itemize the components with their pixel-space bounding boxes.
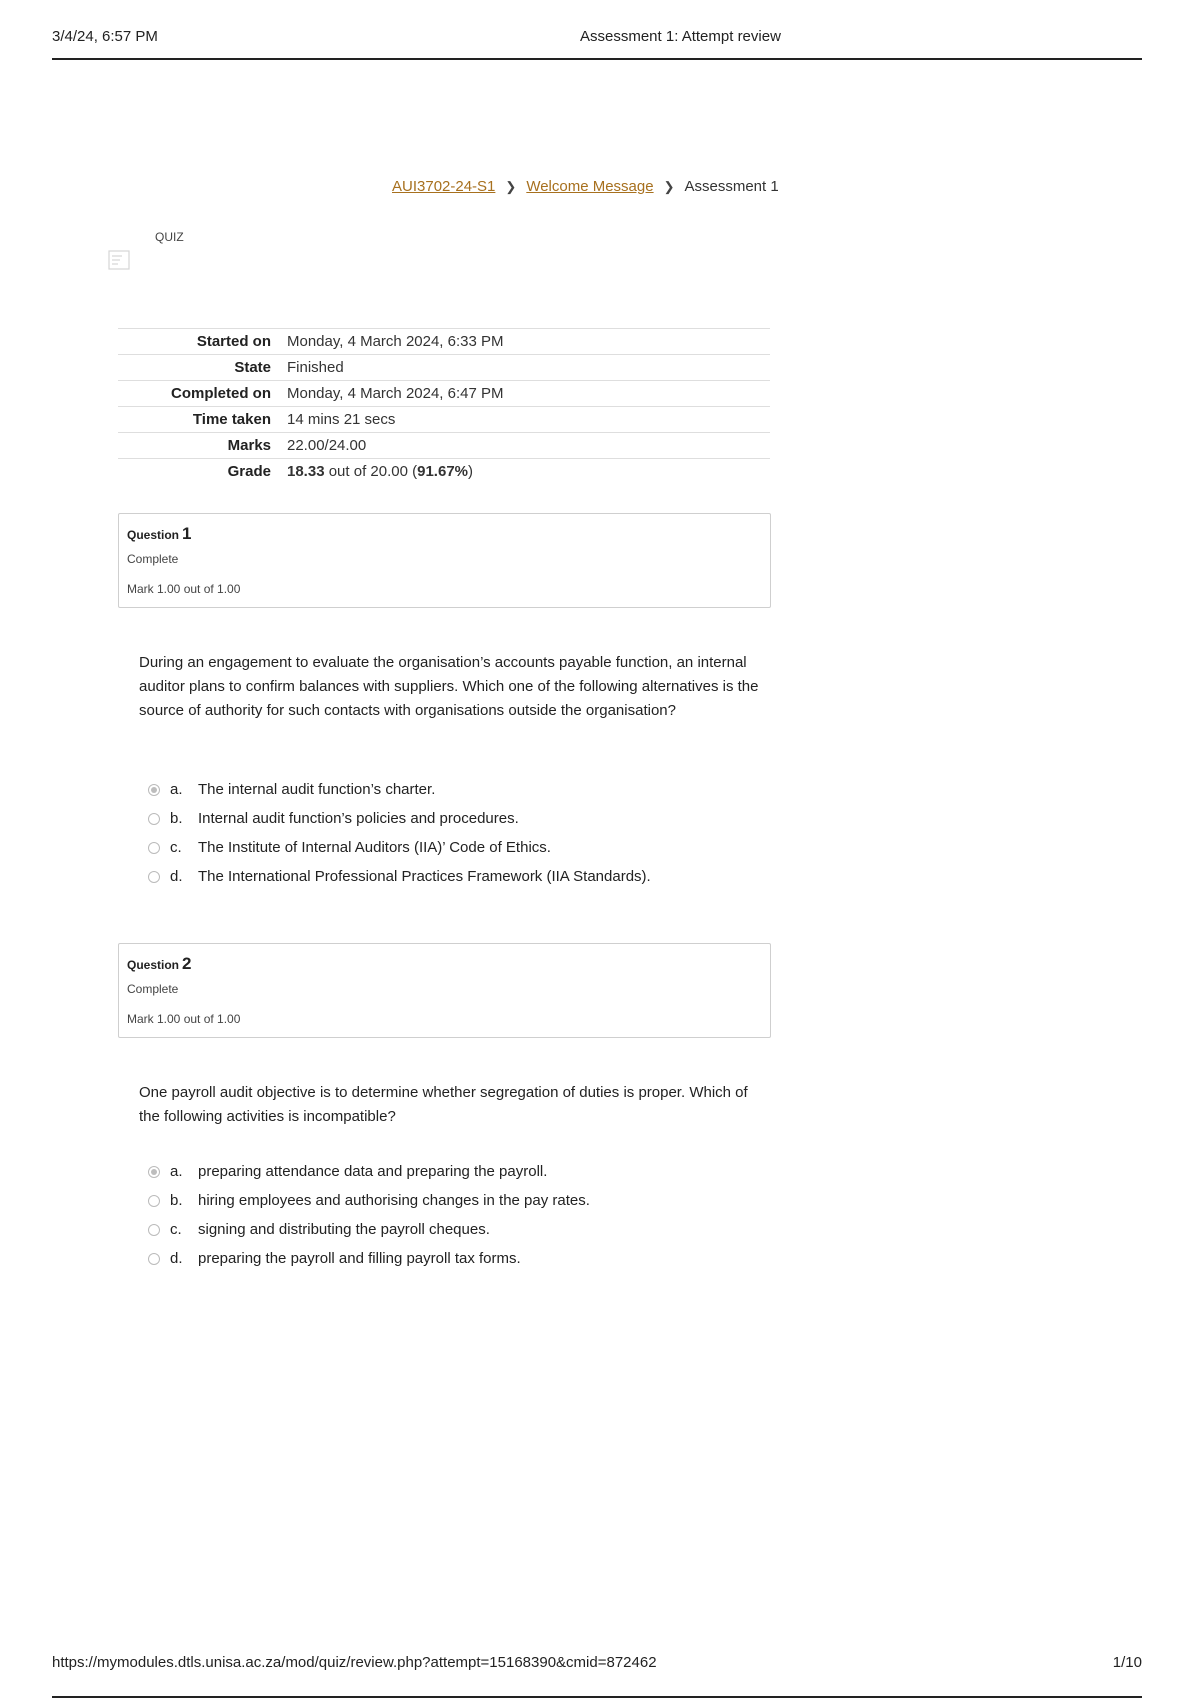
grade-score: 18.33: [287, 463, 325, 480]
breadcrumb-section-link[interactable]: Welcome Message: [526, 178, 654, 195]
answer-list: [148, 775, 651, 891]
answer-option[interactable]: [148, 1186, 590, 1215]
summary-label: Grade: [227, 463, 271, 480]
answer-option[interactable]: [148, 804, 651, 833]
summary-value: 14 mins 21 secs: [287, 411, 396, 428]
breadcrumb-current: Assessment 1: [684, 178, 779, 195]
answer-letter: c.: [170, 1221, 182, 1238]
summary-label: Time taken: [192, 411, 271, 428]
summary-row-state: [118, 355, 770, 381]
summary-value: Monday, 4 March 2024, 6:47 PM: [287, 385, 504, 402]
answer-text: signing and distributing the payroll cheques.: [198, 1221, 490, 1238]
answer-letter: d.: [170, 868, 183, 885]
attempt-summary-table: [118, 328, 770, 484]
answer-text: The Institute of Internal Auditors (IIA)’ Code of Ethics.: [198, 839, 551, 856]
activity-type-label: QUIZ: [155, 230, 184, 244]
page-number: 1/10: [1112, 1654, 1142, 1671]
question-number-value: 2: [182, 954, 192, 973]
answer-option[interactable]: [148, 833, 651, 862]
summary-row-marks: [118, 433, 770, 459]
answer-list: [148, 1157, 590, 1273]
summary-row-grade: [118, 459, 770, 485]
summary-row-completed: [118, 381, 770, 407]
radio-selected-icon[interactable]: [148, 784, 160, 796]
radio-icon[interactable]: [148, 1224, 160, 1236]
summary-label: Marks: [227, 437, 271, 454]
question-mark: Mark 1.00 out of 1.00: [127, 582, 241, 596]
question-text: One payroll audit objective is to determine whether segregation of duties is proper. Which of the following activities is incompatible?: [139, 1084, 748, 1125]
answer-text: The internal audit function’s charter.: [198, 781, 436, 798]
summary-value: 22.00/24.00: [287, 437, 367, 454]
answer-letter: a.: [170, 1163, 183, 1180]
answer-text: preparing attendance data and preparing the payroll.: [198, 1163, 548, 1180]
summary-row-started: [118, 329, 770, 355]
answer-option[interactable]: [148, 1157, 590, 1186]
question-prefix: Question: [127, 958, 180, 972]
question-state: Complete: [127, 982, 179, 996]
radio-icon[interactable]: [148, 871, 160, 883]
answer-text: Internal audit function’s policies and procedures.: [198, 810, 519, 827]
summary-value: Monday, 4 March 2024, 6:33 PM: [287, 333, 504, 350]
answer-text: The International Professional Practices Framework (IIA Standards).: [198, 868, 651, 885]
radio-icon[interactable]: [148, 813, 160, 825]
grade-percent: 91.67%: [417, 463, 468, 480]
quiz-icon: [108, 250, 130, 270]
print-page-title: Assessment 1: Attempt review: [580, 28, 781, 45]
question-info-box: [118, 943, 771, 1038]
radio-icon[interactable]: [148, 1195, 160, 1207]
breadcrumb-course-link[interactable]: AUI3702-24-S1: [392, 178, 496, 195]
radio-icon[interactable]: [148, 842, 160, 854]
answer-letter: b.: [170, 810, 183, 827]
summary-value: Finished: [287, 359, 344, 376]
summary-row-time-taken: [118, 407, 770, 433]
question-number: [127, 954, 191, 974]
answer-letter: d.: [170, 1250, 183, 1267]
question-info-box: [118, 513, 771, 608]
summary-value: [281, 459, 770, 485]
answer-letter: b.: [170, 1192, 183, 1209]
grade-close: ): [468, 463, 473, 480]
question-text: During an engagement to evaluate the organisation’s accounts payable function, an internal auditor plans to confirm balances with suppliers. Which one of the following alternatives is the source of authority for such contacts with organisations outside the organisation?: [139, 654, 759, 719]
print-url: https://mymodules.dtls.unisa.ac.za/mod/quiz/review.php?attempt=15168390&cmid=872462: [52, 1654, 657, 1671]
chevron-right-icon: ❯: [505, 178, 517, 194]
grade-out-of: out of 20.00 (: [324, 463, 418, 480]
answer-option[interactable]: [148, 862, 651, 891]
print-date: 3/4/24, 6:57 PM: [52, 28, 158, 45]
question-number-value: 1: [182, 524, 192, 543]
summary-label: Completed on: [171, 385, 271, 402]
print-header: [52, 26, 1142, 60]
answer-option[interactable]: [148, 775, 651, 804]
print-footer: [52, 1652, 1142, 1698]
summary-label: State: [234, 359, 271, 376]
answer-text: preparing the payroll and filling payroll tax forms.: [198, 1250, 521, 1267]
question-prefix: Question: [127, 528, 180, 542]
answer-letter: c.: [170, 839, 182, 856]
answer-letter: a.: [170, 781, 183, 798]
question-state: Complete: [127, 552, 179, 566]
radio-selected-icon[interactable]: [148, 1166, 160, 1178]
answer-option[interactable]: [148, 1244, 590, 1273]
summary-label: Started on: [196, 333, 271, 350]
question-number: [127, 524, 191, 544]
question-mark: Mark 1.00 out of 1.00: [127, 1012, 241, 1026]
radio-icon[interactable]: [148, 1253, 160, 1265]
answer-text: hiring employees and authorising changes in the pay rates.: [198, 1192, 590, 1209]
answer-option[interactable]: [148, 1215, 590, 1244]
chevron-right-icon: ❯: [663, 178, 675, 194]
breadcrumb: [392, 178, 779, 195]
